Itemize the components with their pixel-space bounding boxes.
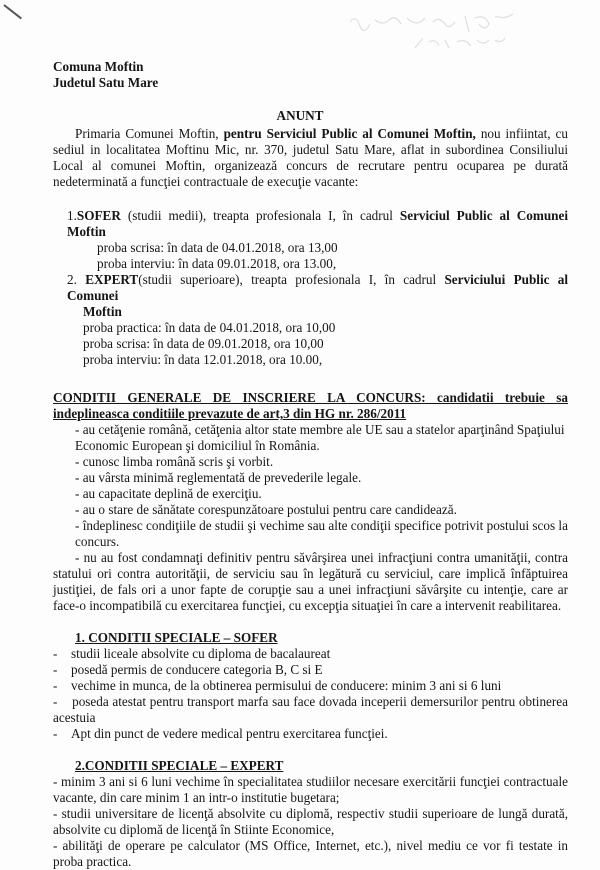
intro-text-1: Primaria Comunei Moftin,: [75, 126, 224, 141]
document-title: ANUNT: [276, 108, 324, 123]
condition-item: - au o stare de sănătate corespunzătoare postului pentru care candidează.: [75, 502, 457, 517]
job-number: 2.: [67, 272, 77, 287]
dash-bullet-icon: -: [53, 662, 58, 677]
condition-text: studii liceale absolvite cu diploma de bacalaureat: [71, 646, 331, 661]
job-unit-continued: Moftin: [83, 304, 122, 319]
faint-handwritten-note: [345, 10, 525, 60]
exam-schedule-item: proba practica: în data de 04.01.2018, ora 10,00: [83, 320, 336, 335]
condition-item: - îndeplinesc condiţiile de studii şi vechime sau alte condiţii specifice potrivit postului scos la concurs.: [75, 518, 568, 549]
job-list: [53, 208, 568, 368]
condition-text: poseda atestat pentru transport marfa sau face dovada inceperii demersurilor pentru obtinerea acestuia: [53, 694, 568, 725]
intro-text-2: nou infiintat, cu sediul in localitatea Moftinu Mic, nr. 370, judetul Satu Mare, aflat in subordinea Consiliului Local al comunei Moftin, organizează concurs de recrutare pentru ocuparea pe durată nedeterminată a funcţiei contractuale de execuţie vacante:: [53, 126, 569, 189]
general-conditions-list: [53, 422, 568, 550]
job-unit: Serviciului Public al Comunei: [67, 272, 569, 303]
scan-pen-mark: [3, 4, 22, 19]
job-title: EXPERT: [85, 272, 139, 287]
condition-item: [53, 694, 568, 726]
job-heading: [67, 208, 568, 240]
county-name: Judetul Satu Mare: [53, 75, 159, 90]
dash-bullet-icon: -: [53, 726, 58, 741]
dash-bullet-icon: -: [53, 646, 58, 661]
condition-text: Apt din punct de vedere medical pentru exercitarea funcţiei.: [71, 726, 388, 741]
condition-item: - abilităţi de operare pe calculator (MS Office, Internet, etc.), nivel mediu ce vor fi testate in proba practica.: [53, 838, 568, 869]
job-unit: Serviciul Public al Comunei Moftin: [67, 208, 569, 239]
document-body: [53, 126, 568, 870]
condition-item: [53, 726, 568, 742]
exam-schedule-item: proba interviu: în data 12.01.2018, ora 10.00,: [83, 352, 323, 367]
condition-item: - au vârsta minimă reglementată de prevederile legale.: [75, 470, 362, 485]
job-item-expert: [67, 272, 568, 368]
issuer-header: [53, 59, 158, 91]
job-title: SOFER: [76, 208, 121, 223]
job-description: (studii superioare), treapta profesionala I, în cadrul: [138, 272, 445, 287]
special-conditions-sofer-list: [53, 646, 568, 742]
job-heading: [67, 272, 568, 304]
special-conditions-sofer-title: 1. CONDITII SPECIALE – SOFER: [75, 630, 278, 645]
condition-text: posedă permis de conducere categoria B, C si E: [71, 662, 323, 677]
job-description: (studii medii), treapta profesionala I, în cadrul: [120, 208, 400, 223]
dash-bullet-icon: -: [53, 678, 58, 693]
condition-item: - au cetăţenie română, cetăţenia altor state membre ale UE sau a statelor aparţinând Spaţiului Economic European şi domiciliul în România.: [75, 422, 565, 453]
condition-text: vechime in munca, de la obtinerea permisului de conducere: minim 3 ani si 6 luni: [71, 678, 502, 693]
dash-bullet-icon: -: [53, 694, 69, 709]
commune-name: Comuna Moftin: [53, 59, 144, 74]
condition-item: - cunosc limba română scris şi vorbit.: [75, 454, 274, 469]
exam-schedule-item: proba scrisa: în data de 09.01.2018, ora 10,00: [83, 336, 324, 351]
condition-item: [53, 662, 568, 678]
intro-paragraph: [53, 126, 568, 190]
condition-item: [53, 678, 568, 694]
exam-schedule-item: proba scrisa: în data de 04.01.2018, ora 13,00: [97, 240, 338, 255]
condition-item: - minim 3 ani si 6 luni vechime în specialitatea studiilor necesare exercitării funcţiei contractuale vacante, din care minim 1 an intr-o institutie bugetara;: [53, 774, 568, 805]
condition-item: - au capacitate deplină de exerciţiu.: [75, 486, 262, 501]
condition-item: - studii universitare de licenţă absolvite cu diplomă, respectiv studii superioare de lungă durată, absolvite cu diplomă de licenţă în Stiinte Economice,: [53, 806, 568, 837]
job-item-sofer: [67, 208, 568, 272]
special-conditions-expert-title: 2.CONDITII SPECIALE – EXPERT: [75, 758, 284, 773]
exam-schedule-item: proba interviu: în data 09.01.2018, ora 13.00,: [97, 256, 337, 271]
general-conditions-title: CONDITII GENERALE DE INSCRIERE LA CONCURS: candidatii trebuie sa indeplineasca conditiile prevazute de art,3 din HG nr. 286/2011: [53, 390, 568, 421]
intro-text-bold: pentru Serviciul Public al Comunei Moftin,: [223, 126, 476, 141]
condition-final-paragraph: - nu au fost condamnaţi definitiv pentru săvârşirea unei infracţiuni contra umanităţii, contra statului ori contra autorităţii, de serviciu sau în legătură cu serviciul, care implică înfăptuirea justiţiei, de fals ori a unor fapte de corupţie sau a unei infracţiuni săvârşite cu intenţie, care ar face-o incompatibilă cu exercitarea funcţiei, cu excepţia situaţiei în care a intervenit reabilitarea.: [53, 550, 568, 613]
job-number: 1.: [67, 208, 77, 223]
general-conditions-section: [53, 390, 568, 614]
condition-item: [53, 646, 568, 662]
